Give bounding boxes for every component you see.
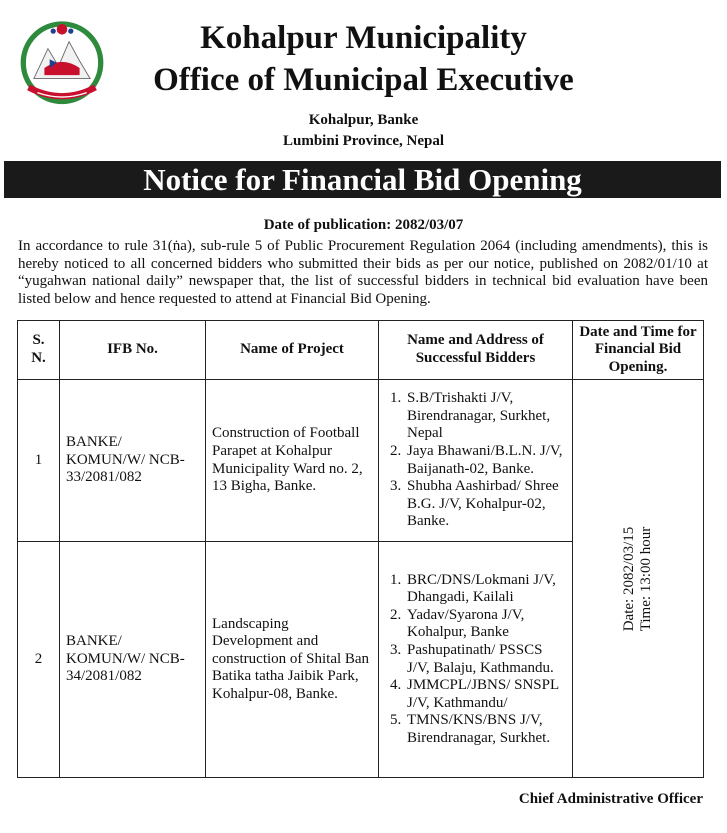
bidders-list <box>385 570 566 750</box>
list-item: 5. TMNS/KNS/BNS J/V, Birendranagar, Surkhet. <box>405 712 566 747</box>
header-datetime: Date and Time for Financial Bid Opening. <box>573 321 704 380</box>
signatory: Chief Administrative Officer <box>518 791 703 807</box>
row-project: Construction of Football Parapet at Kohalpur Municipality Ward no. 2, 13 Bigha, Banke. <box>206 380 379 542</box>
row-bidders <box>379 380 573 542</box>
row-sn: 1 <box>18 380 60 542</box>
bidders-table <box>17 320 704 778</box>
bidders-list <box>385 388 566 533</box>
header-bidders: Name and Address of Successful Bidders <box>379 321 573 380</box>
notice-title-banner: Notice for Financial Bid Opening <box>4 161 721 198</box>
list-item: 1. BRC/DNS/Lokmani J/V, Dhangadi, Kailali <box>405 572 566 607</box>
office-name: Office of Municipal Executive <box>153 62 574 98</box>
opening-time: Time: 13:00 hour <box>638 526 654 631</box>
row-project: Landscaping Development and construction of Shital Ban Batika tatha Jaibik Park, Kohalpur-08, Banke. <box>206 542 379 778</box>
row-bidders <box>379 542 573 778</box>
list-item: 4. JMMCPL/JBNS/ SNSPL J/V, Kathmandu/ <box>405 677 566 712</box>
header-project: Name of Project <box>206 321 379 380</box>
location-line-2: Lumbini Province, Nepal <box>283 133 444 149</box>
header-sn: S. N. <box>18 321 60 380</box>
header-ifb: IFB No. <box>60 321 206 380</box>
list-item: 2. Jaya Bhawani/B.L.N. J/V, Baijanath-02, Banke. <box>405 443 566 478</box>
list-item: 3. Pashupatinath/ PSSCS J/V, Balaju, Kathmandu. <box>405 642 566 677</box>
intro-paragraph: In accordance to rule 31(ṅa), sub-rule 5 of Public Procurement Regulation 2064 (including amendments), this is hereby noticed to all concerned bidders who submitted their bids as per our notice, published on 2082/01/10 at “yugahwan national daily” newspaper that, the list of successful bidders in technical bid evaluation have been listed below and hence requested to attend at Financial Bid Opening. <box>18 238 708 307</box>
publication-date: Date of publication: 2082/03/07 <box>263 217 464 233</box>
list-item: 1. S.B/Trishakti J/V, Birendranagar, Surkhet, Nepal <box>405 390 566 443</box>
list-item: 3. Shubha Aashirbad/ Shree B.G. J/V, Kohalpur-02, Banke. <box>405 478 566 531</box>
row-ifb: BANKE/ KOMUN/W/ NCB-33/2081/082 <box>60 380 206 542</box>
row-ifb: BANKE/ KOMUN/W/ NCB-34/2081/082 <box>60 542 206 778</box>
municipality-name: Kohalpur Municipality <box>200 20 527 56</box>
table-row <box>18 380 704 542</box>
opening-datetime-cell <box>573 380 704 778</box>
table-header-row <box>18 321 704 380</box>
opening-datetime <box>621 526 655 631</box>
location-line-1: Kohalpur, Banke <box>308 112 419 128</box>
opening-date: Date: 2082/03/15 <box>621 526 637 631</box>
row-sn: 2 <box>18 542 60 778</box>
list-item: 2. Yadav/Syarona J/V, Kohalpur, Banke <box>405 607 566 642</box>
